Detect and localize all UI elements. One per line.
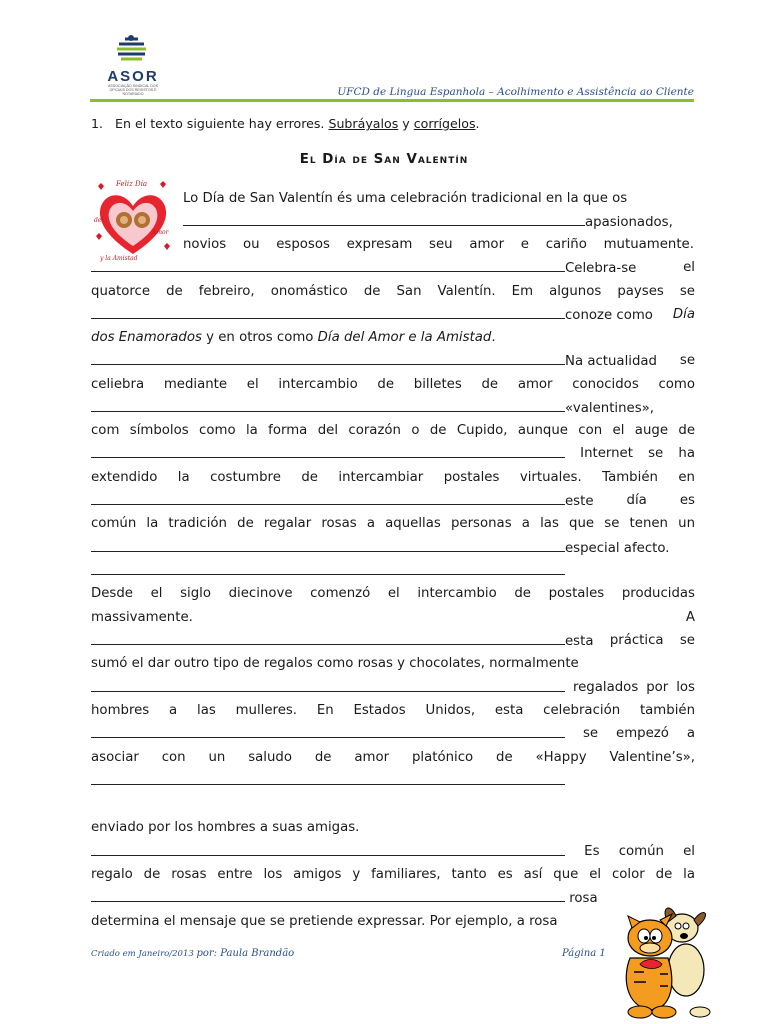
document-title: El Día de San Valentín — [299, 152, 469, 167]
word: novios — [183, 237, 227, 252]
text-line — [91, 609, 695, 627]
answer-blank[interactable] — [91, 772, 565, 785]
logo-text: ASOR — [107, 68, 159, 85]
line-text: Celebra-se — [565, 261, 637, 276]
exercise-instruction — [91, 116, 480, 131]
word: los — [676, 680, 695, 695]
word: seu — [429, 237, 453, 252]
text-line: asociar con un saludo de amor platónico de «Happy Valentine’s», — [91, 750, 695, 765]
word: ou — [242, 237, 260, 252]
text-line: regalo de rosas entre los amigos y familiares, tanto es así que el color de la — [91, 867, 695, 882]
answer-blank[interactable] — [91, 539, 565, 552]
word: a — [686, 726, 695, 741]
word: se — [648, 446, 664, 461]
word: se — [679, 633, 695, 648]
text-line — [91, 259, 695, 277]
answer-blank[interactable] — [91, 445, 565, 458]
text-line: sumó el dar outro tipo de regalos como rosas y chocolates, normalmente — [91, 656, 579, 671]
text-line — [91, 329, 695, 347]
instruction-and: y — [402, 116, 410, 131]
word: A — [685, 610, 695, 625]
text-line: Desde el siglo diecinove comenzó el intercambio de postales producidas — [91, 586, 695, 601]
line-text: . — [491, 330, 496, 345]
instruction-word-underline: Subráyalos — [328, 116, 399, 131]
answer-blank[interactable] — [91, 562, 565, 575]
asor-emblem-icon — [100, 34, 166, 68]
word: Día — [672, 307, 695, 322]
text-line — [91, 539, 695, 557]
line-text: especial afecto. — [565, 541, 670, 556]
text-line — [183, 213, 694, 231]
text-line: común la tradición de regalar rosas a aquellas personas a las que se tenen un — [91, 516, 695, 531]
line-text: este — [565, 494, 594, 509]
valentine-card-image — [92, 176, 174, 264]
word: esposos — [276, 237, 330, 252]
line-text: apasionados, — [585, 215, 673, 230]
header-divider — [90, 99, 694, 102]
answer-blank[interactable] — [91, 352, 565, 365]
word: es — [679, 493, 695, 508]
text-line — [91, 562, 695, 580]
answer-blank[interactable] — [91, 399, 565, 412]
word: se — [582, 726, 599, 741]
word: Es — [584, 844, 600, 859]
word: común — [618, 844, 664, 859]
garfield-odie-image — [604, 898, 728, 1022]
text-line — [91, 843, 695, 861]
text-line: quatorce de febreiro, onomástico de San Valentín. Em algunos payses se — [91, 284, 695, 299]
card-text-feliz: Feliz Día — [116, 180, 148, 188]
text-line — [91, 352, 695, 370]
word: se — [679, 353, 695, 368]
answer-blank[interactable] — [91, 889, 565, 902]
line-text: dos Enamorados — [91, 330, 202, 345]
text-line: com símbolos como la forma del corazón o de Cupido, aunque con el auge de — [91, 423, 695, 438]
word: día — [626, 493, 647, 508]
word: práctica — [609, 633, 664, 648]
logo-subtext: ASSOCIAÇÃO SINDICAL DOS OFICIAIS DOS REGISTOS E NOTARIADO — [108, 84, 158, 96]
footer-created: Criado em Janeiro/2013 — [91, 949, 194, 959]
word: ha — [678, 446, 695, 461]
answer-blank[interactable] — [91, 306, 565, 319]
line-text: esta — [565, 634, 594, 649]
text-line: celiebra mediante el intercambio de billetes de amor conocidos como — [91, 377, 695, 392]
footer-credit — [91, 948, 294, 959]
instruction-word-correct: corrígelos — [413, 116, 476, 131]
word: por — [646, 680, 669, 695]
text-line — [91, 679, 695, 697]
answer-blank[interactable] — [91, 492, 565, 505]
text-line — [183, 236, 694, 254]
line-text: «valentines», — [565, 401, 655, 416]
word: massivamente. — [91, 610, 193, 625]
line-text: rosa — [569, 891, 598, 906]
card-text-amistad: y la Amistad — [100, 255, 138, 262]
answer-blank[interactable] — [91, 632, 565, 645]
text-line — [91, 492, 695, 510]
text-line: enviado por los hombres a suas amigas. — [91, 820, 360, 835]
line-text: conoze como — [565, 308, 653, 323]
text-line — [91, 445, 695, 463]
line-text: Día del Amor e la Amistad — [317, 330, 492, 345]
instruction-period: . — [475, 116, 480, 131]
instruction-number: 1. — [91, 116, 104, 131]
answer-blank[interactable] — [91, 259, 565, 272]
card-text-del: del — [94, 217, 104, 224]
word: e — [520, 237, 529, 252]
text-line — [183, 190, 694, 208]
text-line — [91, 399, 695, 417]
word: el — [683, 844, 695, 859]
word: el — [683, 260, 695, 275]
page-number: Página 1 — [562, 948, 606, 959]
line-text: y en otros como — [201, 330, 318, 345]
answer-blank[interactable] — [91, 725, 565, 738]
word: mutuamente. — [603, 237, 694, 252]
text-line — [91, 725, 695, 743]
word: amor — [469, 237, 505, 252]
line-text: Lo Día de San Valentín és uma celebración tradicional en la que os — [183, 191, 628, 206]
footer-author: por: Paula Brandão — [196, 948, 295, 959]
word: Internet — [580, 446, 633, 461]
text-line — [91, 306, 695, 324]
text-line — [91, 632, 695, 650]
course-title: UFCD de Lingua Espanhola – Acolhimento e Assistência ao Cliente — [337, 86, 694, 98]
answer-blank[interactable] — [183, 213, 585, 226]
text-line: determina el mensaje que se pretiende expressar. Por ejemplo, a rosa — [91, 914, 558, 929]
answer-blank[interactable] — [91, 843, 565, 856]
instruction-text: En el texto siguiente hay errores. — [115, 116, 325, 131]
line-text: Na actualidad — [565, 354, 657, 369]
word: empezó — [616, 726, 669, 741]
word: regalados — [572, 680, 639, 695]
text-line — [91, 772, 695, 790]
card-text-amor: Amor — [152, 229, 169, 236]
text-line: hombres a las mulleres. En Estados Unidos, esta celebración también — [91, 703, 695, 718]
word: cariño — [545, 237, 587, 252]
word: expresam — [346, 237, 413, 252]
answer-blank[interactable] — [91, 679, 565, 692]
asor-logo — [100, 34, 166, 98]
text-line: extendido la costumbre de intercambiar postales virtuales. También en — [91, 470, 695, 485]
